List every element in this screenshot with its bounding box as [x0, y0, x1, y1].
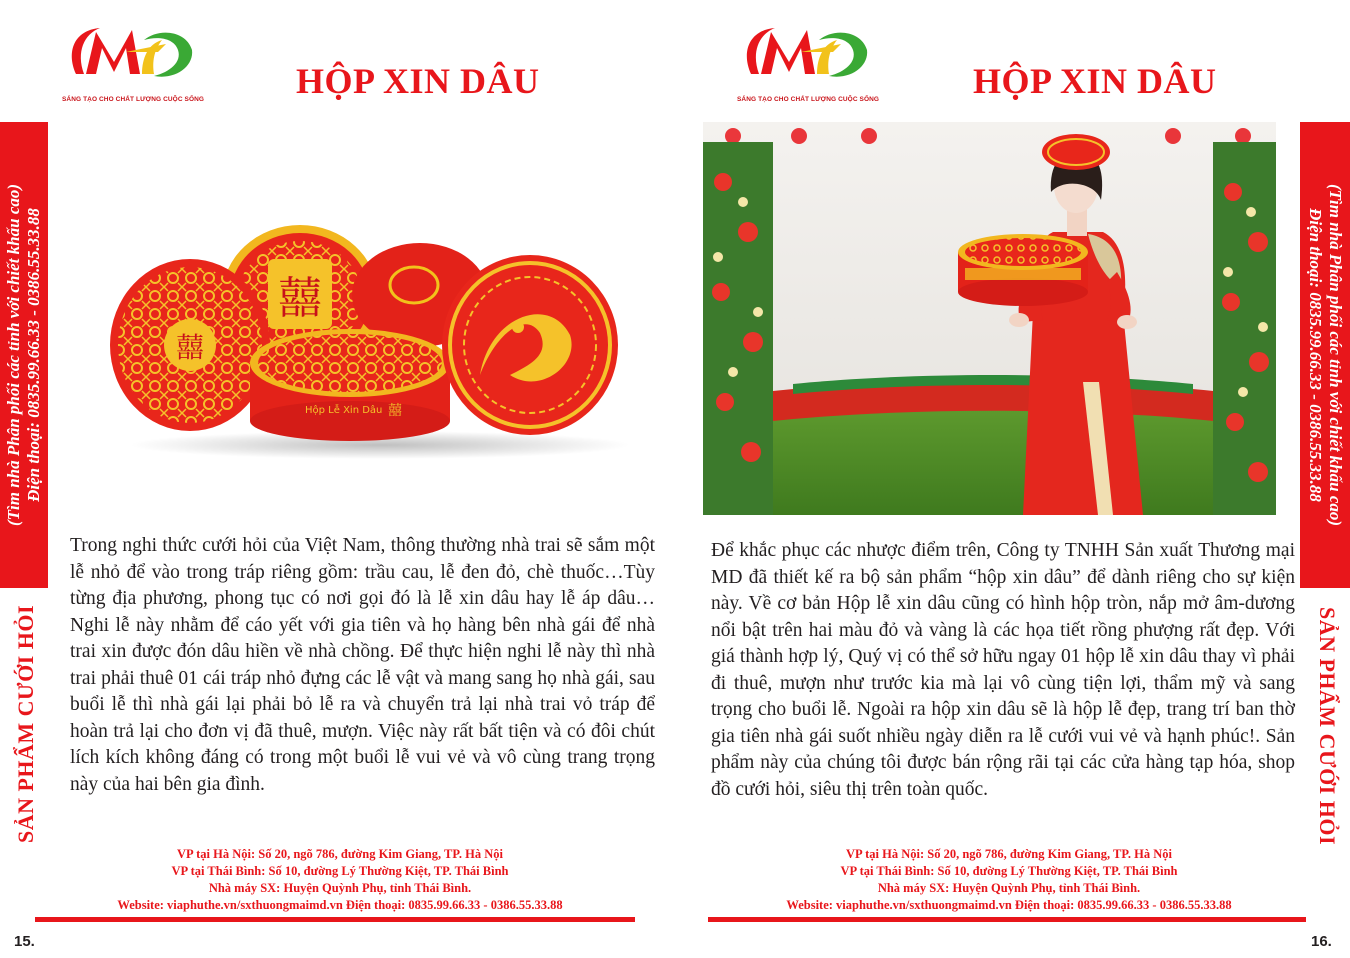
contact-phone: Điện thoại: 0835.99.66.33 - 0386.55.33.88 [1306, 208, 1325, 502]
svg-text:囍: 囍 [278, 273, 322, 324]
website-phone: Website: viaphuthe.vn/sxthuongmaimd.vn Điện thoại: 0835.99.66.33 - 0386.55.33.88 [117, 898, 563, 912]
contact-side-banner [1300, 122, 1350, 588]
contact-side-banner [0, 122, 48, 588]
category-caption: SẢN PHẨM CƯỚI HỎI [1315, 606, 1340, 846]
footer-divider [35, 917, 635, 922]
intro-paragraph: Trong nghi thức cưới hỏi của Việt Nam, thông thường nhà trai sẽ sắm một lễ nhỏ để vào trong tráp riêng gồm: trầu cau, lễ đen đỏ, chè thuốc…Tùy từng địa phương, phong tục có nơi gọi đó là lễ xin dâu hay lễ áp dâu… Nghi lễ này nhằm để cáo yết với gia tiên và họ hàng bên nhà gái để nhà trai xin được đón dâu hiền về nhà chồng. Để thực hiện nghi lễ này thì nhà trai phải thuê 01 cái tráp nhỏ đựng các lễ vật và mang sang họ nhà gái, sau buổi lễ thì nhà gái lại phải bỏ lễ ra và chuyển trả lại nhà trai vỏ tráp để hoàn trả lại cho đơn vị đã thuê, mượn. Việc này rất bất tiện và có đôi chút lích kích không đáng có trong một buổi lễ vui vẻ và vô cùng trang trọng này của hai bên gia đình. [70, 535, 655, 795]
category-caption: SẢN PHẨM CƯỚI HỎI [13, 604, 38, 844]
footer-contact [40, 846, 640, 914]
brand-logo [737, 22, 880, 112]
right-page [675, 0, 1350, 958]
md-logo-icon [62, 22, 202, 96]
distributor-note: (Tìm nhà Phân phối các tỉnh với chiết khấu cao) [1326, 183, 1345, 527]
footer-divider [708, 917, 1306, 922]
office-hanoi: VP tại Hà Nội: Số 20, ngõ 786, đường Kim Giang, TP. Hà Nội [177, 847, 503, 861]
page-title: HỘP XIN DÂU [296, 61, 540, 101]
contact-banner-text [1305, 184, 1345, 526]
office-thaibinh: VP tại Thái Bình: Số 10, đường Lý Thường Kiệt, TP. Thái Bình [171, 864, 509, 878]
footer-contact [709, 846, 1309, 914]
office-hanoi: VP tại Hà Nội: Số 20, ngõ 786, đường Kim Giang, TP. Hà Nội [846, 847, 1172, 861]
md-logo-icon [737, 22, 877, 96]
distributor-note: (Tìm nhà Phân phối các tỉnh với chiết khấu cao) [4, 183, 23, 527]
product-boxes-image [110, 215, 640, 460]
brand-tagline: SÁNG TẠO CHO CHẤT LƯỢNG CUỘC SỐNG [737, 96, 880, 103]
svg-text:囍: 囍 [175, 331, 205, 364]
product-paragraph: Để khắc phục các nhược điểm trên, Công ty TNHH Sản xuất Thương mại MD đã thiết kế ra bộ sản phẩm “hộp xin dâu” để dành riêng cho sự kiện này. Về cơ bản Hộp lễ xin dâu cũng có hình hộp tròn, nắp mở âm-dương nổi bật trên hai màu đỏ và vàng là các họa tiết rồng phượng rất đẹp. Với giá thành hợp lý, Quý vị có thể sở hữu ngay 01 hộp lễ xin dâu thay vì phải đi thuê, mượn như trước kia mà lại vô cùng tiện lợi, thẩm mỹ và sang trọng cho buổi lễ. Ngoài ra hộp xin dâu sẽ là hộp lễ đẹp, trang trí ban thờ gia tiên nhà gái suốt nhiều ngày diễn ra lễ cưới vui vẻ và hạnh phúc!. Sản phẩm này của chúng tôi được bán rộng rãi tại các cửa hàng tạp hóa, shop đồ cưới hỏi, siêu thị trên toàn quốc. [711, 540, 1295, 800]
page-number: 15. [14, 933, 35, 950]
box-label-text: Hộp Lễ Xin Dâu [305, 405, 383, 416]
contact-banner-text [4, 184, 44, 526]
page-number: 16. [1311, 933, 1332, 950]
model-holding-box-photo [703, 122, 1276, 515]
page-title: HỘP XIN DÂU [973, 61, 1217, 101]
website-phone: Website: viaphuthe.vn/sxthuongmaimd.vn Điện thoại: 0835.99.66.33 - 0386.55.33.88 [786, 898, 1232, 912]
contact-phone: Điện thoại: 0835.99.66.33 - 0386.55.33.88 [24, 208, 43, 502]
svg-text:囍: 囍 [388, 403, 402, 419]
factory-address: Nhà máy SX: Huyện Quỳnh Phụ, tỉnh Thái Bình. [877, 881, 1141, 895]
brand-logo [62, 22, 205, 112]
office-thaibinh: VP tại Thái Bình: Số 10, đường Lý Thường Kiệt, TP. Thái Bình [840, 864, 1178, 878]
brand-tagline: SÁNG TẠO CHO CHẤT LƯỢNG CUỘC SỐNG [62, 96, 205, 103]
factory-address: Nhà máy SX: Huyện Quỳnh Phụ, tỉnh Thái Bình. [208, 881, 472, 895]
